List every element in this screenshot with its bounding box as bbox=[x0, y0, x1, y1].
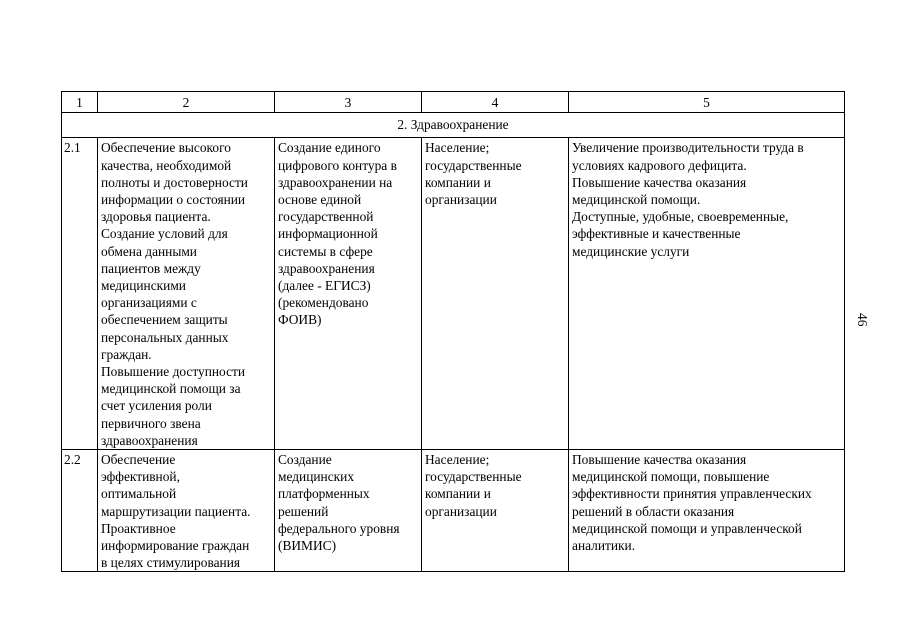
document-table bbox=[61, 91, 845, 572]
cell-text-line: медицинских bbox=[278, 469, 355, 485]
header-col-5: 5 bbox=[569, 92, 845, 113]
page-number: 46 bbox=[855, 313, 870, 327]
header-col-4: 4 bbox=[422, 92, 569, 113]
cell-text-line: компании и bbox=[425, 174, 491, 190]
cell-text-line: (ВИМИС) bbox=[278, 538, 337, 554]
cell-text-line: эффективной, bbox=[101, 469, 180, 485]
cell-text-line: здравоохранения bbox=[278, 260, 375, 276]
cell-text-line: Проактивное bbox=[101, 520, 176, 536]
cell-text-line: Повышение качества оказания bbox=[572, 174, 747, 190]
cell-text-line: Создание единого bbox=[278, 140, 381, 156]
cell-text-line: (рекомендовано bbox=[278, 295, 369, 311]
cell-text-line: государственные bbox=[425, 157, 522, 173]
cell-text-line: граждан. bbox=[101, 346, 152, 362]
cell-text-line: здравоохранения bbox=[101, 432, 198, 448]
cell-text-line: решений bbox=[278, 503, 329, 519]
header-col-1: 1 bbox=[62, 92, 98, 113]
target-group-cell bbox=[422, 138, 569, 450]
cell-text-line: Обеспечение bbox=[101, 452, 176, 468]
effect-cell bbox=[569, 138, 845, 450]
cell-text-line: Повышение качества оказания bbox=[572, 452, 747, 468]
cell-text-line: обмена данными bbox=[101, 243, 197, 259]
cell-text-line: Доступные, удобные, своевременные, bbox=[572, 209, 789, 225]
cell-text-line: организации bbox=[425, 503, 497, 519]
cell-text-line: в целях стимулирования bbox=[101, 555, 241, 571]
cell-text-line: цифрового контура в bbox=[278, 157, 397, 173]
cell-text-line: медицинской помощи, повышение bbox=[572, 469, 770, 485]
goal-cell bbox=[98, 450, 275, 572]
cell-text-line: медицинской помощи и управленческой bbox=[572, 520, 802, 536]
cell-text-line: пациентов между bbox=[101, 260, 201, 276]
cell-text-line: Население; bbox=[425, 452, 490, 468]
cell-text-line: счет усиления роли bbox=[101, 398, 212, 414]
cell-text-line: (далее - ЕГИСЗ) bbox=[278, 278, 371, 294]
table-row bbox=[62, 450, 845, 572]
cell-text-line: эффективные и качественные bbox=[572, 226, 741, 242]
cell-text-line: Увеличение производительности труда в bbox=[572, 140, 804, 156]
cell-text-line: эффективности принятия управленческих bbox=[572, 486, 812, 502]
cell-text-line: здоровья пациента. bbox=[101, 209, 211, 225]
cell-text-line: Создание bbox=[278, 452, 332, 468]
cell-text-line: федерального уровня bbox=[278, 520, 400, 536]
cell-text-line: ФОИВ) bbox=[278, 312, 322, 328]
cell-text-line: Создание условий для bbox=[101, 226, 228, 242]
cell-text-line: обеспечением защиты bbox=[101, 312, 228, 328]
cell-text-line: медицинской помощи. bbox=[572, 192, 701, 208]
cell-text-line: информации о состоянии bbox=[101, 192, 246, 208]
cell-text-line: организации bbox=[425, 192, 497, 208]
cell-text-line: здравоохранении на bbox=[278, 174, 393, 190]
cell-text-line: персональных данных bbox=[101, 329, 229, 345]
cell-text-line: медицинскими bbox=[101, 278, 186, 294]
section-row bbox=[62, 113, 845, 138]
section-title: 2. Здравоохранение bbox=[62, 113, 845, 138]
cell-text-line: полноты и достоверности bbox=[101, 174, 248, 190]
table-row bbox=[62, 138, 845, 450]
cell-text-line: аналитики. bbox=[572, 538, 636, 554]
cell-text-line: компании и bbox=[425, 486, 491, 502]
cell-text-line: системы в сфере bbox=[278, 243, 373, 259]
cell-text-line: условиях кадрового дефицита. bbox=[572, 157, 747, 173]
cell-text-line: качества, необходимой bbox=[101, 157, 232, 173]
header-col-3: 3 bbox=[275, 92, 422, 113]
target-group-cell bbox=[422, 450, 569, 572]
cell-text-line: решений в области оказания bbox=[572, 503, 735, 519]
cell-text-line: Население; bbox=[425, 140, 490, 156]
effect-cell bbox=[569, 450, 845, 572]
cell-text-line: организациями с bbox=[101, 295, 197, 311]
cell-text-line: оптимальной bbox=[101, 486, 177, 502]
row-number: 2.2 bbox=[62, 450, 98, 572]
header-col-2: 2 bbox=[98, 92, 275, 113]
cell-text-line: маршрутизации пациента. bbox=[101, 503, 251, 519]
cell-text-line: информирование граждан bbox=[101, 538, 250, 554]
cell-text-line: государственные bbox=[425, 469, 522, 485]
cell-text-line: медицинские услуги bbox=[572, 243, 690, 259]
cell-text-line: Повышение доступности bbox=[101, 364, 246, 380]
cell-text-line: государственной bbox=[278, 209, 374, 225]
cell-text-line: платформенных bbox=[278, 486, 370, 502]
cell-text-line: Обеспечение высокого bbox=[101, 140, 231, 156]
goal-cell bbox=[98, 138, 275, 450]
header-row bbox=[62, 92, 845, 113]
measure-cell bbox=[275, 450, 422, 572]
cell-text-line: медицинской помощи за bbox=[101, 381, 241, 397]
cell-text-line: информационной bbox=[278, 226, 378, 242]
cell-text-line: первичного звена bbox=[101, 415, 201, 431]
cell-text-line: основе единой bbox=[278, 192, 362, 208]
row-number: 2.1 bbox=[62, 138, 98, 450]
measure-cell bbox=[275, 138, 422, 450]
